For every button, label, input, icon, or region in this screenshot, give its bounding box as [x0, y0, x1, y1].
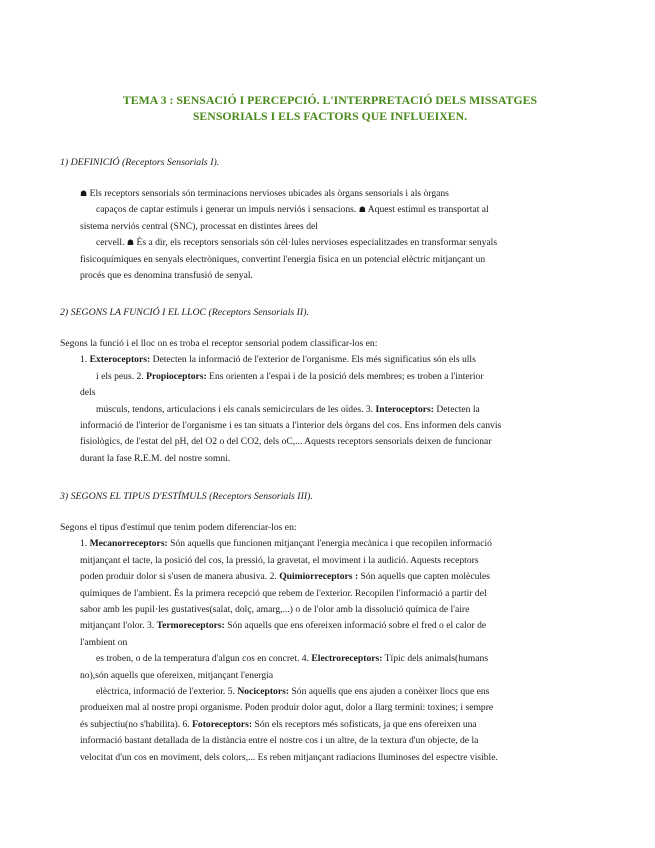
title-line-1: TEMA 3 : SENSACIÓ I PERCEPCIÓ. L'INTERPRETACIÓ DELS MISSATGES — [122, 93, 538, 107]
s3-item-1-c: poden produir dolor si s'usen de manera abusiva. 2. Quimiorreceptors : Són aquells que capten molècules — [80, 571, 491, 583]
s3-item-2-b: químiques de l'ambient. És la primera recepció que rebem de l'exterior. Recopilen l'informació a partir del — [80, 587, 487, 599]
bullet-icon: ☗ — [126, 238, 135, 248]
s3-item-6-b: informació bastant detallada de la distància entre el nostre cos i un altre, de la textura d'un objecte, de la — [80, 735, 479, 747]
s3-item-3-c: es troben, o de la temperatura d'algun cos en concret. 4. Electroreceptors: Típic dels animals(humans — [96, 653, 489, 665]
s1-line-1: ☗ Els receptors sensorials són terminacions nervioses ubicades als òrgans sensorials i als òrgans — [80, 188, 449, 199]
s3-item-1-b: mitjançant el tacte, la posició del cos, la pressió, la gravetat, el moviment i la audició. Aquests receptors — [80, 554, 479, 566]
s3-item-6-c: velocitat d'un cos en moviment, dels colors,... Es reben mitjançant radiacions lluminoses del espectre visible. — [80, 751, 498, 763]
section-1-body — [60, 186, 600, 284]
s1-line-5: fisicoquímiques en senyals electròniques, convertint l'energia física en un potencial elèctric mitjançant un — [80, 253, 486, 265]
bullet-icon: ☗ — [80, 189, 88, 198]
title-line-2: SENSORIALS I ELS FACTORS QUE INFLUEIXEN. — [192, 109, 468, 123]
s2-item-2-cont: dels — [80, 387, 96, 399]
s3-item-3-b: l'ambient on — [80, 636, 128, 648]
s1-line-3: sistema nerviós central (SNC), processat en distintes àrees del — [80, 220, 318, 232]
s2-item-3-cont-c: durant la fase R.E.M. del nostre somni. — [80, 452, 231, 464]
bullet-icon: ☗ — [358, 205, 366, 215]
section-2-heading: 2) SEGONS LA FUNCIÓ I EL LLOC (Receptors Sensorials II). — [60, 307, 309, 318]
s3-item-5-b: produeixen mal al nostre propi organisme. Poden produir dolor agut, dolor a llarg termini: toxines; i sempre — [80, 702, 494, 714]
s3-item-2-d: mitjançant l'olor. 3. Termoreceptors: Són aquells que ens ofereixen informació sobre el fred o el calor de — [80, 620, 487, 632]
document-title — [60, 92, 600, 124]
section-2-body — [60, 336, 600, 467]
section-3-heading: 3) SEGONS EL TIPUS D'ESTÍMULS (Receptors Sensorials III). — [60, 491, 313, 502]
s3-item-4-b: no),són aquells que ofereixen, mitjançant l'energia — [80, 669, 274, 681]
s2-item-2-cont-b: músculs, tendons, articulacions i els canals semicirculars de les oïdes. 3. Interoceptors: Detecten la — [96, 403, 480, 415]
s3-item-5-c: és subjectiu(no s'habilita). 6. Fotoreceptors: Són els receptors més sofisticats, ja que ens ofereixen una — [80, 718, 477, 730]
s1-line-4: cervell. ☗ És a dir, els receptors sensorials són cèl·lules nervioses especialitzades en transformar senyals — [96, 237, 498, 249]
s1-line-2: capaços de captar estímuls i generar un impuls nerviós i sensacions. ☗ Aquest estímul es transportat al — [96, 204, 489, 216]
s1-line-6: procés que es denomina transfusió de senyal. — [80, 270, 253, 282]
s3-intro: Segons el tipus d'estímul que tenim podem diferenciar-los en: — [60, 522, 297, 533]
s2-item-3-cont-b: fisiològics, de l'estat del pH, del O2 o del CO2, dels oC,... Aquests receptors sensorials deixen de funcionar — [80, 436, 492, 448]
s2-item-1: 1. Exteroceptors: Detecten la informació de l'exterior de l'organisme. Els més significatius són els ulls — [80, 354, 476, 366]
s3-item-2-c: sabor amb les pupil·les gustatives(salat, dolç, amarg,...) o de l'olor amb la dissolució química de l'aire — [80, 604, 470, 616]
section-3-body — [60, 520, 600, 766]
s3-item-1: 1. Mecanorreceptors: Són aquells que funcionen mitjançant l'energia mecànica i que recopilen informació — [80, 538, 492, 550]
s2-item-1-cont: i els peus. 2. Propioceptors: Ens orienten a l'espai i de la posició dels membres; es troben a l'interior — [96, 370, 484, 382]
s3-item-4-c: elèctrica, informació de l'exterior. 5. Nociceptors: Són aquells que ens ajuden a conèixer llocs que ens — [96, 686, 490, 698]
s2-item-3-cont: informació de l'interior de l'organisme i es tan situats a l'interior dels òrgans del cos. Ens informen dels canvis — [80, 420, 502, 432]
s2-intro: Segons la funció i el lloc on es troba el receptor sensorial podem classificar-los en: — [60, 338, 378, 349]
section-1-heading: 1) DEFINICIÓ (Receptors Sensorials I). — [60, 157, 220, 168]
